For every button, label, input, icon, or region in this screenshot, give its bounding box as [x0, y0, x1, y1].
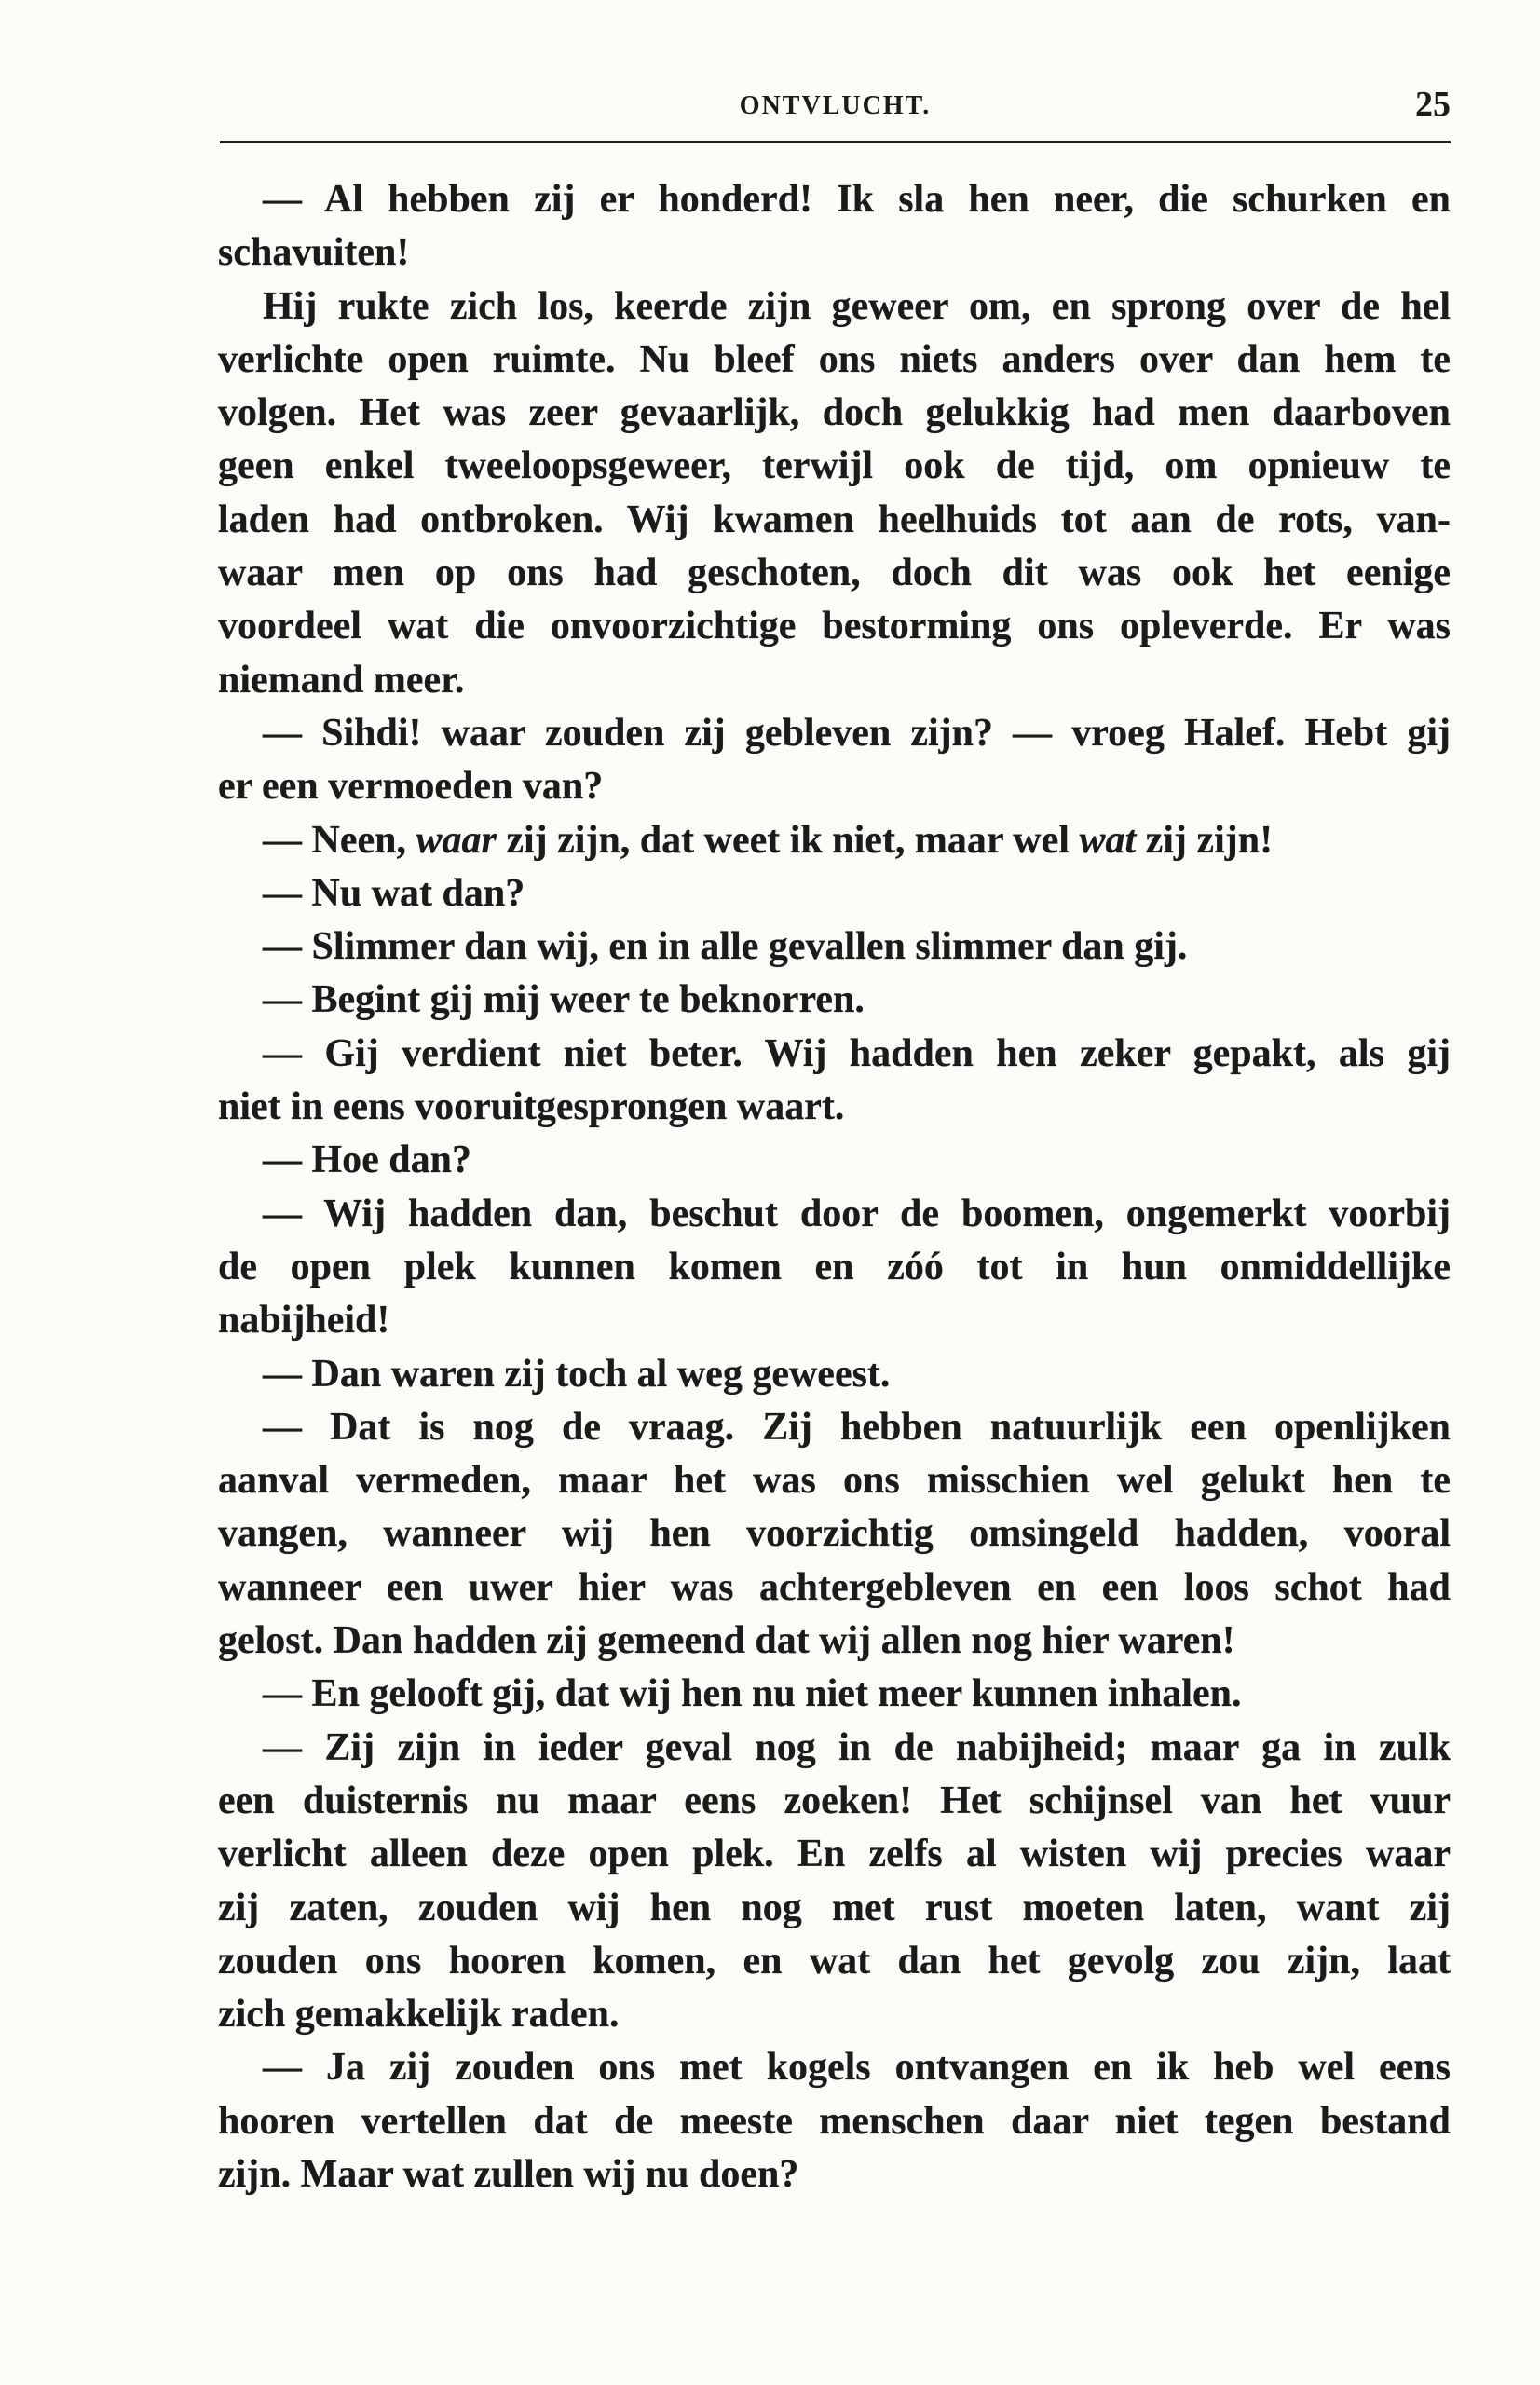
page-header — [220, 82, 1451, 129]
paragraph — [218, 1668, 1451, 1721]
paragraph — [218, 814, 1451, 867]
text-line: — Begint gij mij weer te beknorren. — [263, 978, 865, 1022]
text-line: niemand meer. — [218, 658, 465, 702]
paragraph — [218, 1401, 1451, 1668]
paragraph — [218, 1722, 1451, 2042]
paragraph — [218, 974, 1451, 1027]
text-line: hooren vertellen dat de meeste menschen daar niet tegen bestand — [218, 2099, 1451, 2143]
paragraph — [218, 1188, 1451, 1348]
text-line: volgen. Het was zeer gevaarlijk, doch gelukkig had men daarboven — [218, 391, 1451, 435]
text-line: — Sihdi! waar zouden zij gebleven zijn? — vroeg Halef. Hebt gij — [263, 711, 1451, 755]
text-line: zouden ons hooren komen, en wat dan het gevolg zou zijn, laat — [218, 1939, 1451, 1983]
italic-text: wat — [1079, 818, 1137, 862]
text-segment: zij zijn, dat weet ik niet, maar wel — [496, 818, 1080, 862]
text-line: schavuiten! — [218, 231, 410, 275]
running-title: ONTVLUCHT. — [739, 91, 932, 120]
text-line: er een vermoeden van? — [218, 765, 604, 809]
text-line: verlicht alleen deze open plek. En zelfs al wisten wij precies waar — [218, 1833, 1451, 1876]
body-text — [218, 173, 1451, 2201]
text-line: Hij rukte zich los, keerde zijn geweer om, en sprong over de hel — [263, 284, 1451, 328]
text-line: wanneer een uwer hier was achtergebleven en een loos schot had — [218, 1565, 1451, 1609]
paragraph — [218, 867, 1451, 920]
text-line: zijn. Maar wat zullen wij nu doen? — [218, 2152, 799, 2196]
text-line: — Al hebben zij er honderd! Ik sla hen neer, die schurken en — [263, 178, 1451, 221]
text-line — [218, 814, 1451, 867]
text-line: zich gemakkelijk raden. — [218, 1993, 620, 2037]
text-line: gelost. Dan hadden zij gemeend dat wij allen nog hier waren! — [218, 1619, 1235, 1663]
text-line: — Gij verdient niet beter. Wij hadden hen zeker gepakt, als gij — [263, 1031, 1451, 1075]
paragraph — [218, 920, 1451, 974]
text-line: — Dat is nog de vraag. Zij hebben natuurlijk een openlijken — [263, 1405, 1451, 1449]
paragraph — [218, 280, 1451, 707]
paragraph — [218, 173, 1451, 280]
text-line: zij zaten, zouden wij hen nog met rust moeten laten, want zij — [218, 1886, 1451, 1929]
text-line: geen enkel tweeloopsgeweer, terwijl ook de tijd, om opnieuw te — [218, 444, 1451, 488]
header-rule — [220, 141, 1451, 143]
text-line: aanval vermeden, maar het was ons misschien wel gelukt hen te — [218, 1459, 1451, 1503]
paragraph — [218, 1348, 1451, 1401]
text-line: voordeel wat die onvoorzichtige bestorming ons opleverde. Er was — [218, 605, 1451, 648]
text-line: waar men op ons had geschoten, doch dit was ook het eenige — [218, 552, 1451, 595]
text-line: de open plek kunnen komen en zóó tot in hun onmiddellijke — [218, 1245, 1451, 1288]
paragraph — [218, 707, 1451, 814]
text-line: — Wij hadden dan, beschut door de boomen, ongemerkt voorbij — [263, 1192, 1451, 1235]
text-line: — Slimmer dan wij, en in alle gevallen slimmer dan gij. — [263, 925, 1188, 969]
paragraph — [218, 2041, 1451, 2201]
text-line: — Nu wat dan? — [263, 871, 525, 915]
text-segment: — Neen, — [263, 818, 416, 862]
paragraph — [218, 1134, 1451, 1187]
text-line: een duisternis nu maar eens zoeken! Het schijnsel van het vuur — [218, 1779, 1451, 1822]
italic-text: waar — [416, 818, 497, 862]
text-line: — Zij zijn in ieder geval nog in de nabijheid; maar ga in zulk — [263, 1725, 1451, 1769]
text-segment: zij zijn! — [1136, 818, 1274, 862]
text-line: — Dan waren zij toch al weg geweest. — [263, 1352, 891, 1396]
text-line: laden had ontbroken. Wij kwamen heelhuids tot aan de rots, van- — [218, 497, 1451, 541]
text-line: — En gelooft gij, dat wij hen nu niet meer kunnen inhalen. — [263, 1672, 1242, 1716]
text-line: nabijheid! — [218, 1299, 390, 1342]
text-line: — Ja zij zouden ons met kogels ontvangen en ik heb wel eens — [263, 2046, 1451, 2090]
paragraph — [218, 1028, 1451, 1135]
text-line: verlichte open ruimte. Nu bleef ons niets anders over dan hem te — [218, 337, 1451, 381]
text-line: — Hoe dan? — [263, 1138, 472, 1182]
text-line: vangen, wanneer wij hen voorzichtig omsingeld hadden, vooral — [218, 1512, 1451, 1556]
text-line: niet in eens vooruitgesprongen waart. — [218, 1085, 845, 1129]
page-number: 25 — [1415, 85, 1451, 124]
